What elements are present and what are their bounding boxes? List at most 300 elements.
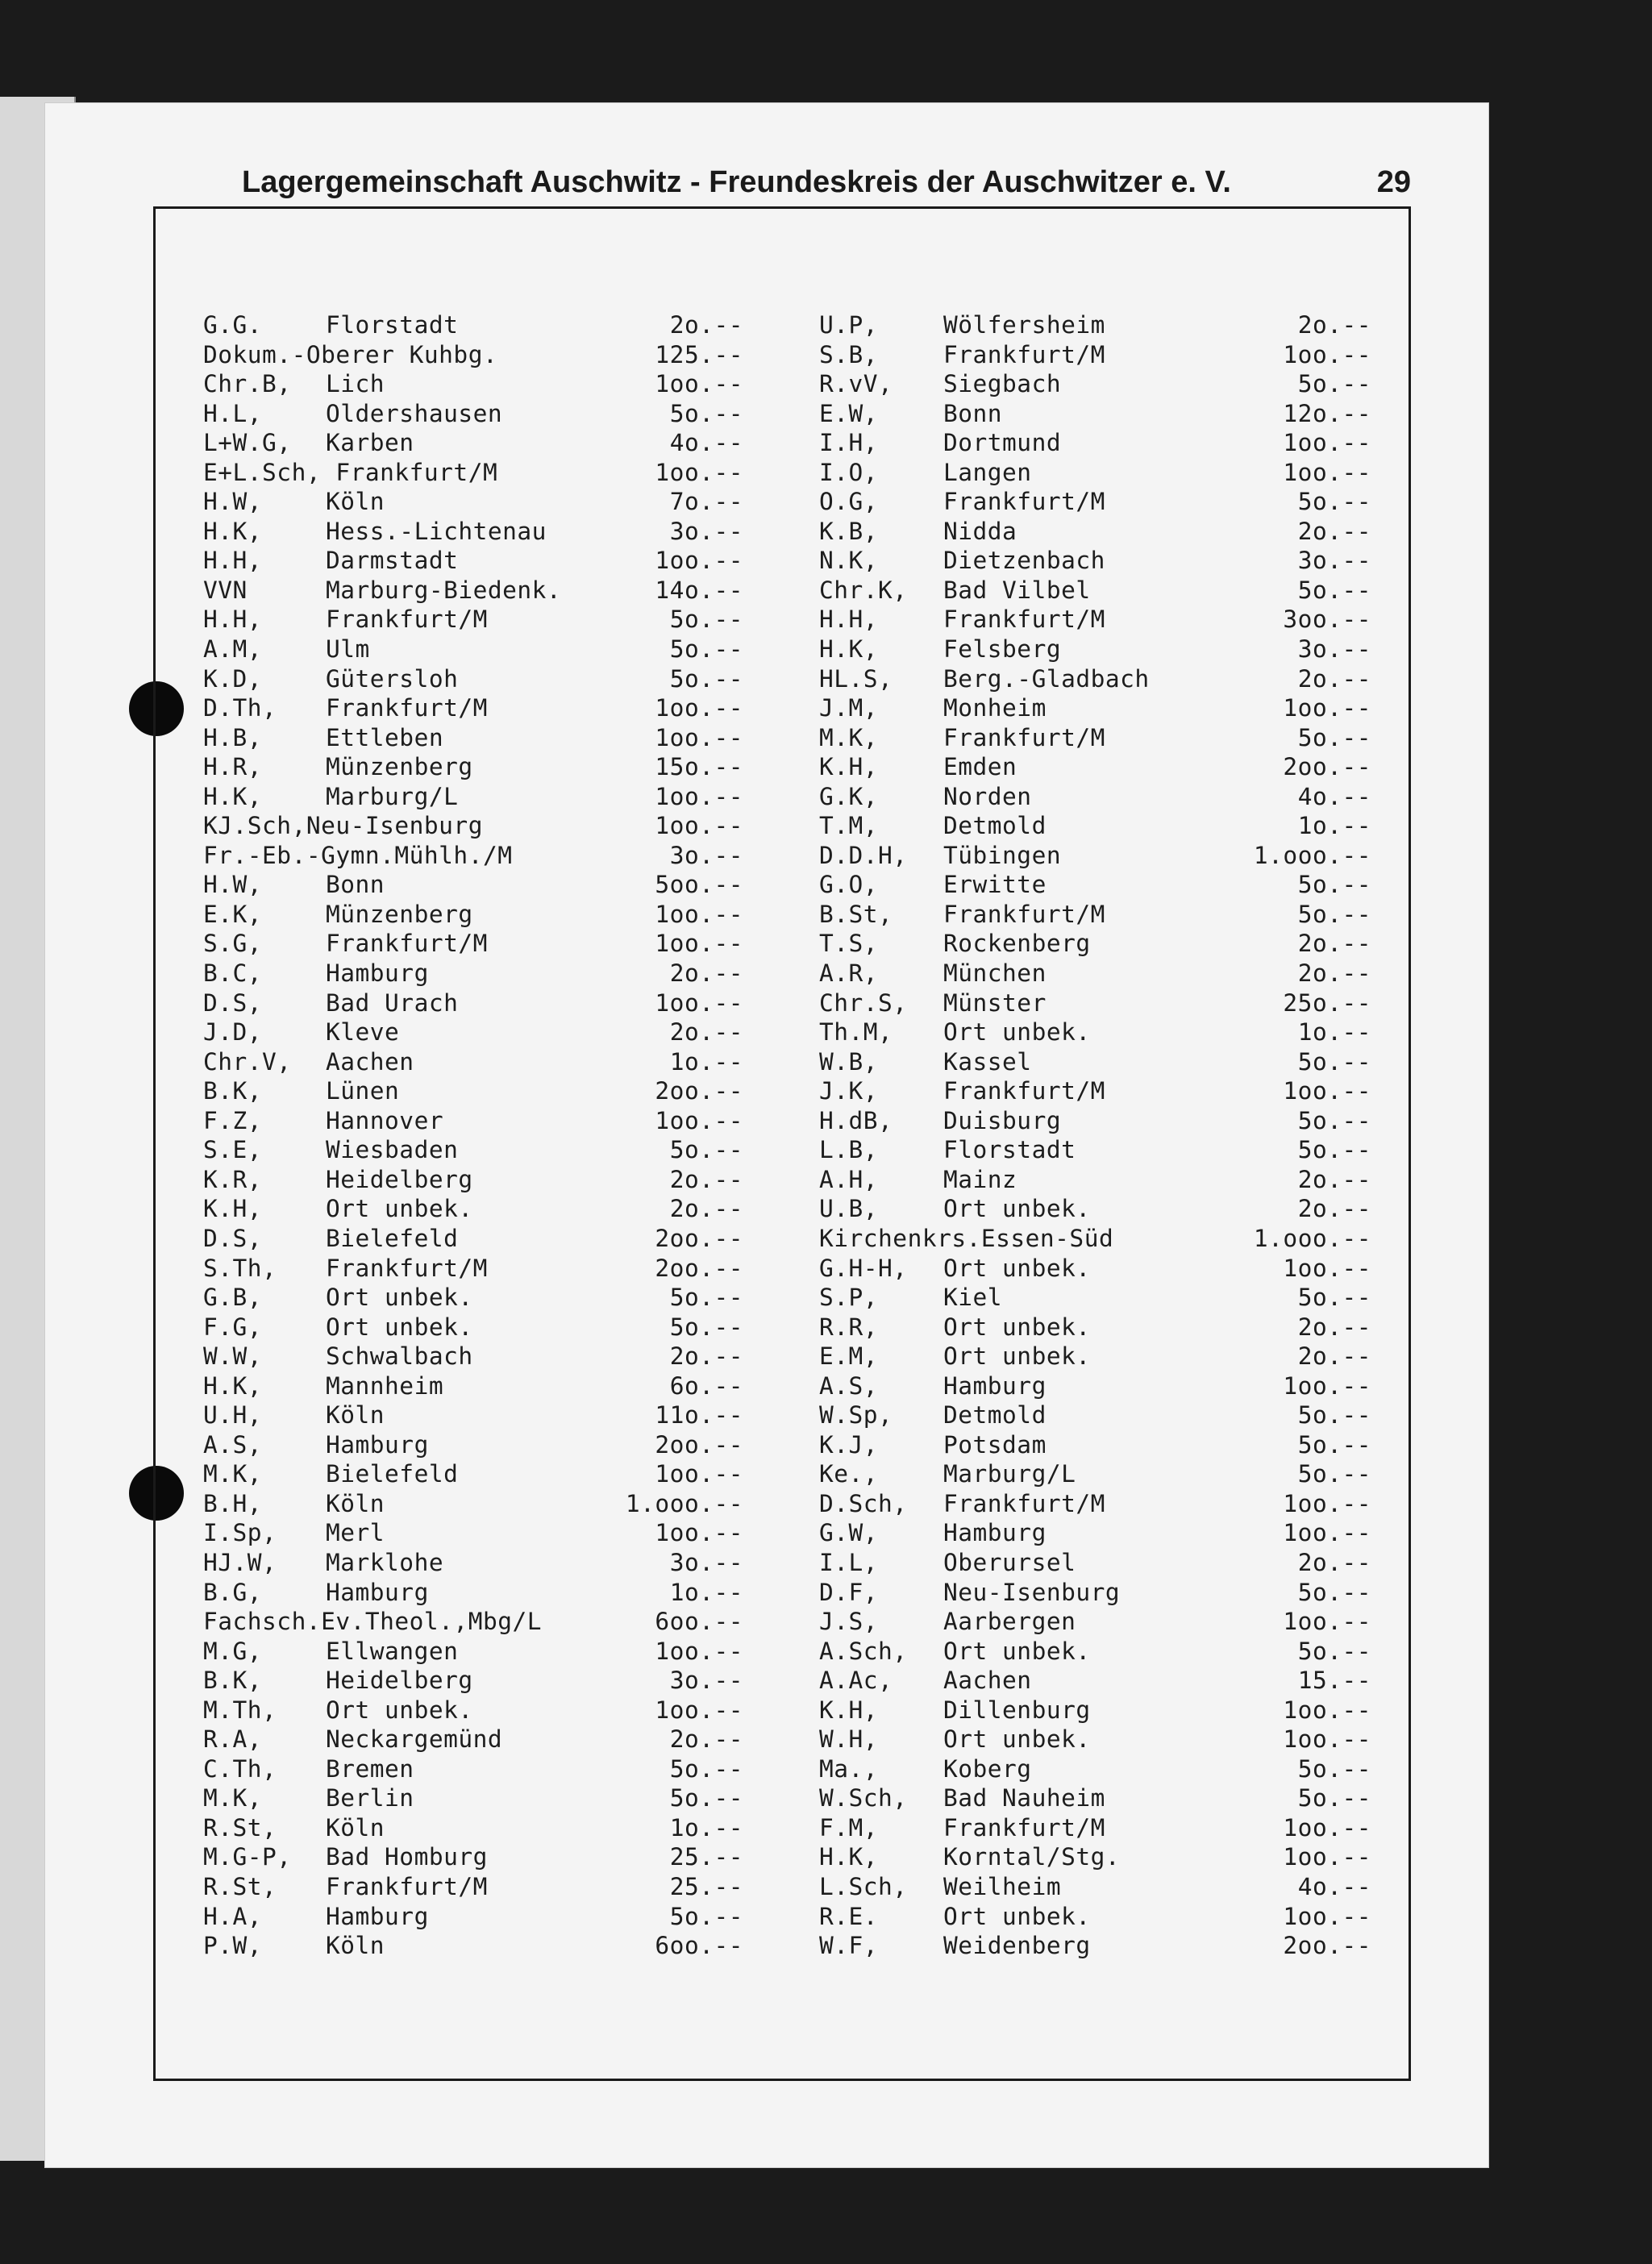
donation-amount: 3oo.-- bbox=[1283, 606, 1371, 634]
donor-initials: L.B, bbox=[819, 1136, 879, 1164]
donation-amount: 25.-- bbox=[669, 1872, 743, 1900]
donation-amount: 1oo.-- bbox=[655, 547, 743, 575]
donor-place: Frankfurt/M bbox=[943, 1077, 1105, 1105]
donor-place: Wölfersheim bbox=[943, 311, 1105, 339]
donation-amount: 6o.-- bbox=[669, 1371, 743, 1400]
donor-initials: O.G, bbox=[819, 488, 879, 516]
donation-amount: 5o.-- bbox=[1297, 1460, 1371, 1488]
donor-initials: P.W, bbox=[203, 1932, 263, 1960]
donation-amount: 15o.-- bbox=[655, 753, 743, 781]
donor-place: Hess.-Lichtenau bbox=[326, 517, 547, 545]
donor-place: Münster bbox=[943, 988, 1047, 1017]
donor-initials: R.R, bbox=[819, 1313, 879, 1341]
donation-amount: 1oo.-- bbox=[1283, 1696, 1371, 1724]
donor-entry: Dokum.-Oberer Kuhbg. bbox=[203, 340, 498, 368]
donor-initials: H.K, bbox=[819, 635, 879, 664]
donation-amount: 5o.-- bbox=[1297, 1401, 1371, 1430]
donor-place: Ort unbek. bbox=[943, 1018, 1091, 1047]
donor-initials: M.K, bbox=[203, 1784, 263, 1812]
donation-amount: 2oo.-- bbox=[655, 1430, 743, 1459]
donation-amount: 2oo.-- bbox=[1283, 1932, 1371, 1960]
donation-amount: 5o.-- bbox=[1297, 1784, 1371, 1812]
donation-amount: 1o.-- bbox=[1297, 812, 1371, 840]
donor-initials: H.K, bbox=[203, 517, 263, 545]
donor-initials: H.B, bbox=[203, 723, 263, 751]
donor-place: Florstadt bbox=[326, 311, 459, 339]
donor-place: Langen bbox=[943, 458, 1032, 486]
donor-initials: Chr.V, bbox=[203, 1047, 292, 1076]
donation-amount: 2o.-- bbox=[1297, 311, 1371, 339]
donor-initials: C.Th, bbox=[203, 1754, 277, 1783]
donor-initials: A.M, bbox=[203, 635, 263, 664]
donor-initials: B.H, bbox=[203, 1489, 263, 1517]
donation-amount: 5o.-- bbox=[1297, 1754, 1371, 1783]
donor-place: Aachen bbox=[326, 1047, 414, 1076]
donor-initials: F.M, bbox=[819, 1813, 879, 1842]
donation-amount: 2o.-- bbox=[669, 1018, 743, 1047]
donation-amount: 6oo.-- bbox=[655, 1608, 743, 1636]
donation-amount: 3o.-- bbox=[1297, 547, 1371, 575]
donation-amount: 1oo.-- bbox=[655, 900, 743, 928]
donation-amount: 1.ooo.-- bbox=[1253, 1224, 1371, 1252]
donation-amount: 5o.-- bbox=[1297, 1047, 1371, 1076]
donor-initials: D.S, bbox=[203, 988, 263, 1017]
donor-place: Heidelberg bbox=[326, 1165, 473, 1193]
donation-amount: 2o.-- bbox=[669, 1725, 743, 1754]
donation-amount: 1oo.-- bbox=[1283, 694, 1371, 722]
donor-initials: A.Sch, bbox=[819, 1637, 908, 1665]
donor-place: Frankfurt/M bbox=[326, 1254, 488, 1282]
donor-place: Detmold bbox=[943, 1401, 1047, 1430]
donation-amount: 2oo.-- bbox=[655, 1254, 743, 1282]
donor-initials: G.O, bbox=[819, 871, 879, 899]
donation-amount: 5o.-- bbox=[1297, 1637, 1371, 1665]
donor-place: Ort unbek. bbox=[943, 1637, 1091, 1665]
donation-amount: 1oo.-- bbox=[1283, 1902, 1371, 1930]
donation-amount: 4o.-- bbox=[1297, 782, 1371, 810]
donor-place: Hamburg bbox=[326, 959, 429, 988]
donor-initials: K.B, bbox=[819, 517, 879, 545]
donation-amount: 1o.-- bbox=[1297, 1018, 1371, 1047]
donation-amount: 1oo.-- bbox=[1283, 1489, 1371, 1517]
donor-initials: B.K, bbox=[203, 1077, 263, 1105]
donor-place: Weilheim bbox=[943, 1872, 1062, 1900]
donor-place: Frankfurt/M bbox=[943, 723, 1105, 751]
donor-initials: K.R, bbox=[203, 1165, 263, 1193]
donor-place: Bad Vilbel bbox=[943, 576, 1091, 604]
donation-amount: 14o.-- bbox=[655, 576, 743, 604]
donor-initials: J.D, bbox=[203, 1018, 263, 1047]
donation-amount: 1oo.-- bbox=[655, 694, 743, 722]
header-title: Lagergemeinschaft Auschwitz - Freundeskreis der Auschwitzer e. V. bbox=[242, 165, 1231, 199]
donor-place: Felsberg bbox=[943, 635, 1062, 664]
donor-initials: Chr.K, bbox=[819, 576, 908, 604]
donor-place: Frankfurt/M bbox=[943, 900, 1105, 928]
donor-place: Oberursel bbox=[943, 1548, 1076, 1576]
donor-place: Dillenburg bbox=[943, 1696, 1091, 1724]
donor-place: Bielefeld bbox=[326, 1224, 459, 1252]
donor-initials: S.E, bbox=[203, 1136, 263, 1164]
donor-place: Detmold bbox=[943, 812, 1047, 840]
donation-amount: 1oo.-- bbox=[655, 988, 743, 1017]
donor-initials: H.R, bbox=[203, 753, 263, 781]
donor-place: Norden bbox=[943, 782, 1032, 810]
donor-initials: M.K, bbox=[203, 1460, 263, 1488]
donor-place: Emden bbox=[943, 753, 1017, 781]
donor-place: Mainz bbox=[943, 1165, 1017, 1193]
donor-initials: S.B, bbox=[819, 340, 879, 368]
donor-entry: E+L.Sch, Frankfurt/M bbox=[203, 458, 498, 486]
donor-place: Berlin bbox=[326, 1784, 414, 1812]
donor-place: Hamburg bbox=[326, 1578, 429, 1606]
donor-initials: HL.S, bbox=[819, 664, 893, 693]
donation-amount: 2oo.-- bbox=[1283, 753, 1371, 781]
donation-amount: 2o.-- bbox=[1297, 1165, 1371, 1193]
donation-amount: 2o.-- bbox=[669, 1165, 743, 1193]
donation-amount: 3o.-- bbox=[669, 1667, 743, 1695]
donation-amount: 1oo.-- bbox=[1283, 458, 1371, 486]
donor-initials: G.W, bbox=[819, 1519, 879, 1547]
donor-initials: I.L, bbox=[819, 1548, 879, 1576]
donation-amount: 1oo.-- bbox=[655, 930, 743, 958]
donation-amount: 1oo.-- bbox=[655, 1460, 743, 1488]
donor-initials: N.K, bbox=[819, 547, 879, 575]
donation-amount: 2o.-- bbox=[1297, 664, 1371, 693]
donor-initials: W.B, bbox=[819, 1047, 879, 1076]
donor-initials: W.Sp, bbox=[819, 1401, 893, 1430]
donor-initials: D.S, bbox=[203, 1224, 263, 1252]
donor-initials: W.Sch, bbox=[819, 1784, 908, 1812]
donor-place: Heidelberg bbox=[326, 1667, 473, 1695]
donor-initials: M.Th, bbox=[203, 1696, 277, 1724]
donor-place: Korntal/Stg. bbox=[943, 1843, 1121, 1871]
donation-amount: 1oo.-- bbox=[655, 812, 743, 840]
donor-initials: E.K, bbox=[203, 900, 263, 928]
donation-amount: 5o.-- bbox=[1297, 1284, 1371, 1312]
donor-initials: F.G, bbox=[203, 1313, 263, 1341]
donor-place: Potsdam bbox=[943, 1430, 1047, 1459]
donor-initials: I.Sp, bbox=[203, 1519, 277, 1547]
donor-initials: H.K, bbox=[203, 1371, 263, 1400]
donation-amount: 2o.-- bbox=[669, 1195, 743, 1223]
donor-place: Hamburg bbox=[326, 1430, 429, 1459]
donation-amount: 15.-- bbox=[1297, 1667, 1371, 1695]
donation-amount: 2o.-- bbox=[1297, 1195, 1371, 1223]
donor-initials: E.M, bbox=[819, 1342, 879, 1371]
donor-place: Neckargemünd bbox=[326, 1725, 503, 1754]
donor-initials: H.A, bbox=[203, 1902, 263, 1930]
donor-initials: I.H, bbox=[819, 429, 879, 457]
donor-place: Marburg/L bbox=[943, 1460, 1076, 1488]
donor-place: Hamburg bbox=[943, 1519, 1047, 1547]
donor-initials: B.St, bbox=[819, 900, 893, 928]
donor-place: Neu-Isenburg bbox=[943, 1578, 1121, 1606]
donation-amount: 5o.-- bbox=[1297, 900, 1371, 928]
donation-amount: 5o.-- bbox=[669, 1754, 743, 1783]
donor-place: Köln bbox=[326, 488, 385, 516]
donation-amount: 1.ooo.-- bbox=[1253, 841, 1371, 869]
donor-initials: U.H, bbox=[203, 1401, 263, 1430]
donation-amount: 5o.-- bbox=[669, 1313, 743, 1341]
donor-initials: J.S, bbox=[819, 1608, 879, 1636]
donor-initials: F.Z, bbox=[203, 1106, 263, 1134]
donor-initials: A.S, bbox=[819, 1371, 879, 1400]
donor-initials: I.O, bbox=[819, 458, 879, 486]
donation-amount: 5o.-- bbox=[669, 399, 743, 427]
donation-amount: 25o.-- bbox=[1283, 988, 1371, 1017]
donation-amount: 125.-- bbox=[655, 340, 743, 368]
donor-place: Frankfurt/M bbox=[943, 1813, 1105, 1842]
donor-initials: U.P, bbox=[819, 311, 879, 339]
donor-initials: K.H, bbox=[819, 753, 879, 781]
donor-initials: R.St, bbox=[203, 1872, 277, 1900]
donation-amount: 1oo.-- bbox=[1283, 1725, 1371, 1754]
donor-place: Aarbergen bbox=[943, 1608, 1076, 1636]
donor-place: Lich bbox=[326, 370, 385, 398]
donor-initials: A.H, bbox=[819, 1165, 879, 1193]
donor-initials: W.F, bbox=[819, 1932, 879, 1960]
donor-place: Köln bbox=[326, 1932, 385, 1960]
donor-initials: W.H, bbox=[819, 1725, 879, 1754]
donation-amount: 3o.-- bbox=[669, 517, 743, 545]
donor-place: Weidenberg bbox=[943, 1932, 1091, 1960]
donor-place: Koberg bbox=[943, 1754, 1032, 1783]
donation-amount: 1oo.-- bbox=[655, 782, 743, 810]
donor-place: München bbox=[943, 959, 1047, 988]
donation-amount: 1oo.-- bbox=[655, 458, 743, 486]
donor-place: Frankfurt/M bbox=[326, 606, 488, 634]
donor-place: Ort unbek. bbox=[943, 1254, 1091, 1282]
donor-initials: D.Sch, bbox=[819, 1489, 908, 1517]
donor-place: Bad Urach bbox=[326, 988, 459, 1017]
donation-amount: 5o.-- bbox=[669, 635, 743, 664]
donation-amount: 1oo.-- bbox=[1283, 340, 1371, 368]
donor-place: Ort unbek. bbox=[943, 1725, 1091, 1754]
donation-amount: 2o.-- bbox=[669, 959, 743, 988]
donor-initials: H.H, bbox=[819, 606, 879, 634]
donor-initials: G.H-H, bbox=[819, 1254, 908, 1282]
donor-place: Ulm bbox=[326, 635, 370, 664]
donor-place: Merl bbox=[326, 1519, 385, 1547]
donor-initials: H.K, bbox=[819, 1843, 879, 1871]
donor-initials: Ke., bbox=[819, 1460, 879, 1488]
donor-place: Schwalbach bbox=[326, 1342, 473, 1371]
donor-place: Duisburg bbox=[943, 1106, 1062, 1134]
donor-place: Frankfurt/M bbox=[943, 488, 1105, 516]
donor-place: Frankfurt/M bbox=[326, 930, 488, 958]
donor-place: Ort unbek. bbox=[326, 1696, 473, 1724]
donation-amount: 4o.-- bbox=[1297, 1872, 1371, 1900]
donation-amount: 2o.-- bbox=[1297, 517, 1371, 545]
donor-place: Gütersloh bbox=[326, 664, 459, 693]
donor-place: Ort unbek. bbox=[943, 1902, 1091, 1930]
donation-amount: 1oo.-- bbox=[655, 1519, 743, 1547]
donor-initials: B.G, bbox=[203, 1578, 263, 1606]
donor-place: Frankfurt/M bbox=[326, 1872, 488, 1900]
donation-amount: 5o.-- bbox=[1297, 488, 1371, 516]
donation-amount: 7o.-- bbox=[669, 488, 743, 516]
donor-initials: T.S, bbox=[819, 930, 879, 958]
donation-amount: 5oo.-- bbox=[655, 871, 743, 899]
donor-initials: H.W, bbox=[203, 871, 263, 899]
donor-place: Köln bbox=[326, 1401, 385, 1430]
donor-place: Dortmund bbox=[943, 429, 1062, 457]
donation-amount: 1oo.-- bbox=[1283, 1254, 1371, 1282]
donation-amount: 2oo.-- bbox=[655, 1077, 743, 1105]
donation-amount: 25.-- bbox=[669, 1843, 743, 1871]
donation-amount: 1o.-- bbox=[669, 1047, 743, 1076]
donor-place: Frankfurt/M bbox=[326, 694, 488, 722]
donor-initials: Ma., bbox=[819, 1754, 879, 1783]
donor-place: Köln bbox=[326, 1489, 385, 1517]
donor-initials: R.vV, bbox=[819, 370, 893, 398]
donor-place: Ort unbek. bbox=[943, 1195, 1091, 1223]
donor-place: Kiel bbox=[943, 1284, 1003, 1312]
donor-initials: S.P, bbox=[819, 1284, 879, 1312]
donor-place: Frankfurt/M bbox=[943, 340, 1105, 368]
donation-amount: 1oo.-- bbox=[1283, 1371, 1371, 1400]
donor-place: Berg.-Gladbach bbox=[943, 664, 1150, 693]
donor-place: Hamburg bbox=[943, 1371, 1047, 1400]
donor-initials: K.H, bbox=[819, 1696, 879, 1724]
donor-place: Ort unbek. bbox=[326, 1313, 473, 1341]
donor-initials: K.J, bbox=[819, 1430, 879, 1459]
donor-initials: B.C, bbox=[203, 959, 263, 988]
donation-amount: 1oo.-- bbox=[1283, 1843, 1371, 1871]
donor-initials: M.K, bbox=[819, 723, 879, 751]
donation-amount: 5o.-- bbox=[1297, 370, 1371, 398]
donation-amount: 1oo.-- bbox=[1283, 1608, 1371, 1636]
donation-amount: 2o.-- bbox=[1297, 959, 1371, 988]
donor-initials: J.M, bbox=[819, 694, 879, 722]
donor-place: Frankfurt/M bbox=[943, 606, 1105, 634]
donor-initials: M.G-P, bbox=[203, 1843, 292, 1871]
donor-place: Münzenberg bbox=[326, 900, 473, 928]
donor-initials: Chr.B, bbox=[203, 370, 292, 398]
donor-initials: H.dB, bbox=[819, 1106, 893, 1134]
donation-amount: 2o.-- bbox=[1297, 1548, 1371, 1576]
donation-amount: 1.ooo.-- bbox=[625, 1489, 743, 1517]
donor-place: Siegbach bbox=[943, 370, 1062, 398]
donation-amount: 5o.-- bbox=[1297, 1136, 1371, 1164]
donor-initials: HJ.W, bbox=[203, 1548, 277, 1576]
page-number: 29 bbox=[1376, 165, 1411, 199]
donor-initials: S.Th, bbox=[203, 1254, 277, 1282]
donor-place: Aachen bbox=[943, 1667, 1032, 1695]
donor-place: Monheim bbox=[943, 694, 1047, 722]
donor-initials: Chr.S, bbox=[819, 988, 908, 1017]
donor-initials: G.G. bbox=[203, 311, 263, 339]
donor-initials: H.K, bbox=[203, 782, 263, 810]
donation-amount: 12o.-- bbox=[1283, 399, 1371, 427]
donation-amount: 2oo.-- bbox=[655, 1224, 743, 1252]
donor-place: Marklohe bbox=[326, 1548, 444, 1576]
donor-initials: R.A, bbox=[203, 1725, 263, 1754]
donor-place: Karben bbox=[326, 429, 414, 457]
donor-place: Köln bbox=[326, 1813, 385, 1842]
donor-place: Hamburg bbox=[326, 1902, 429, 1930]
donor-place: Hannover bbox=[326, 1106, 444, 1134]
donation-amount: 5o.-- bbox=[669, 1784, 743, 1812]
donation-amount: 6oo.-- bbox=[655, 1932, 743, 1960]
donor-place: Marburg-Biedenk. bbox=[326, 576, 562, 604]
donor-place: Nidda bbox=[943, 517, 1017, 545]
donor-place: Ort unbek. bbox=[326, 1284, 473, 1312]
donor-initials: H.H, bbox=[203, 547, 263, 575]
donation-amount: 5o.-- bbox=[1297, 1430, 1371, 1459]
donation-amount: 5o.-- bbox=[669, 606, 743, 634]
donor-place: Wiesbaden bbox=[326, 1136, 459, 1164]
donor-initials: M.G, bbox=[203, 1637, 263, 1665]
donor-initials: A.Ac, bbox=[819, 1667, 893, 1695]
donor-initials: K.D, bbox=[203, 664, 263, 693]
donation-amount: 1oo.-- bbox=[655, 1106, 743, 1134]
donation-amount: 3o.-- bbox=[1297, 635, 1371, 664]
donation-amount: 3o.-- bbox=[669, 1548, 743, 1576]
donation-amount: 5o.-- bbox=[1297, 1578, 1371, 1606]
donation-amount: 2o.-- bbox=[669, 1342, 743, 1371]
donor-initials: D.D.H, bbox=[819, 841, 908, 869]
donor-initials: S.G, bbox=[203, 930, 263, 958]
donor-place: Oldershausen bbox=[326, 399, 503, 427]
donor-place: Lünen bbox=[326, 1077, 400, 1105]
donation-amount: 2o.-- bbox=[1297, 1342, 1371, 1371]
donor-place: Rockenberg bbox=[943, 930, 1091, 958]
donor-entry: Fachsch.Ev.Theol.,Mbg/L bbox=[203, 1608, 542, 1636]
donation-amount: 2o.-- bbox=[1297, 930, 1371, 958]
donor-initials: R.St, bbox=[203, 1813, 277, 1842]
donation-amount: 11o.-- bbox=[655, 1401, 743, 1430]
donor-initials: L+W.G, bbox=[203, 429, 292, 457]
donation-amount: 5o.-- bbox=[669, 1902, 743, 1930]
donation-amount: 5o.-- bbox=[669, 1136, 743, 1164]
donor-place: Bielefeld bbox=[326, 1460, 459, 1488]
donor-initials: A.R, bbox=[819, 959, 879, 988]
donor-initials: E.W, bbox=[819, 399, 879, 427]
donor-initials: W.W, bbox=[203, 1342, 263, 1371]
donor-place: Münzenberg bbox=[326, 753, 473, 781]
donor-entry: Fr.-Eb.-Gymn.Mühlh./M bbox=[203, 841, 513, 869]
donation-amount: 2o.-- bbox=[1297, 1313, 1371, 1341]
donor-initials: H.H, bbox=[203, 606, 263, 634]
donor-place: Bonn bbox=[326, 871, 385, 899]
donor-place: Bonn bbox=[943, 399, 1003, 427]
donor-place: Erwitte bbox=[943, 871, 1047, 899]
donation-amount: 4o.-- bbox=[669, 429, 743, 457]
donor-place: Marburg/L bbox=[326, 782, 459, 810]
donor-place: Mannheim bbox=[326, 1371, 444, 1400]
donation-amount: 5o.-- bbox=[669, 1284, 743, 1312]
donor-place: Ellwangen bbox=[326, 1637, 459, 1665]
donor-initials: VVN bbox=[203, 576, 248, 604]
donor-place: Bremen bbox=[326, 1754, 414, 1783]
donor-initials: A.S, bbox=[203, 1430, 263, 1459]
donation-amount: 1oo.-- bbox=[655, 1696, 743, 1724]
donor-initials: H.W, bbox=[203, 488, 263, 516]
donor-initials: G.B, bbox=[203, 1284, 263, 1312]
donor-initials: B.K, bbox=[203, 1667, 263, 1695]
donor-place: Ort unbek. bbox=[326, 1195, 473, 1223]
donation-amount: 1oo.-- bbox=[1283, 1519, 1371, 1547]
donor-initials: H.L, bbox=[203, 399, 263, 427]
donation-amount: 5o.-- bbox=[669, 664, 743, 693]
donation-amount: 5o.-- bbox=[1297, 1106, 1371, 1134]
donor-initials: G.K, bbox=[819, 782, 879, 810]
donation-amount: 2o.-- bbox=[669, 311, 743, 339]
donation-amount: 5o.-- bbox=[1297, 871, 1371, 899]
donor-place: Frankfurt/M bbox=[943, 1489, 1105, 1517]
donor-place: Ort unbek. bbox=[943, 1313, 1091, 1341]
